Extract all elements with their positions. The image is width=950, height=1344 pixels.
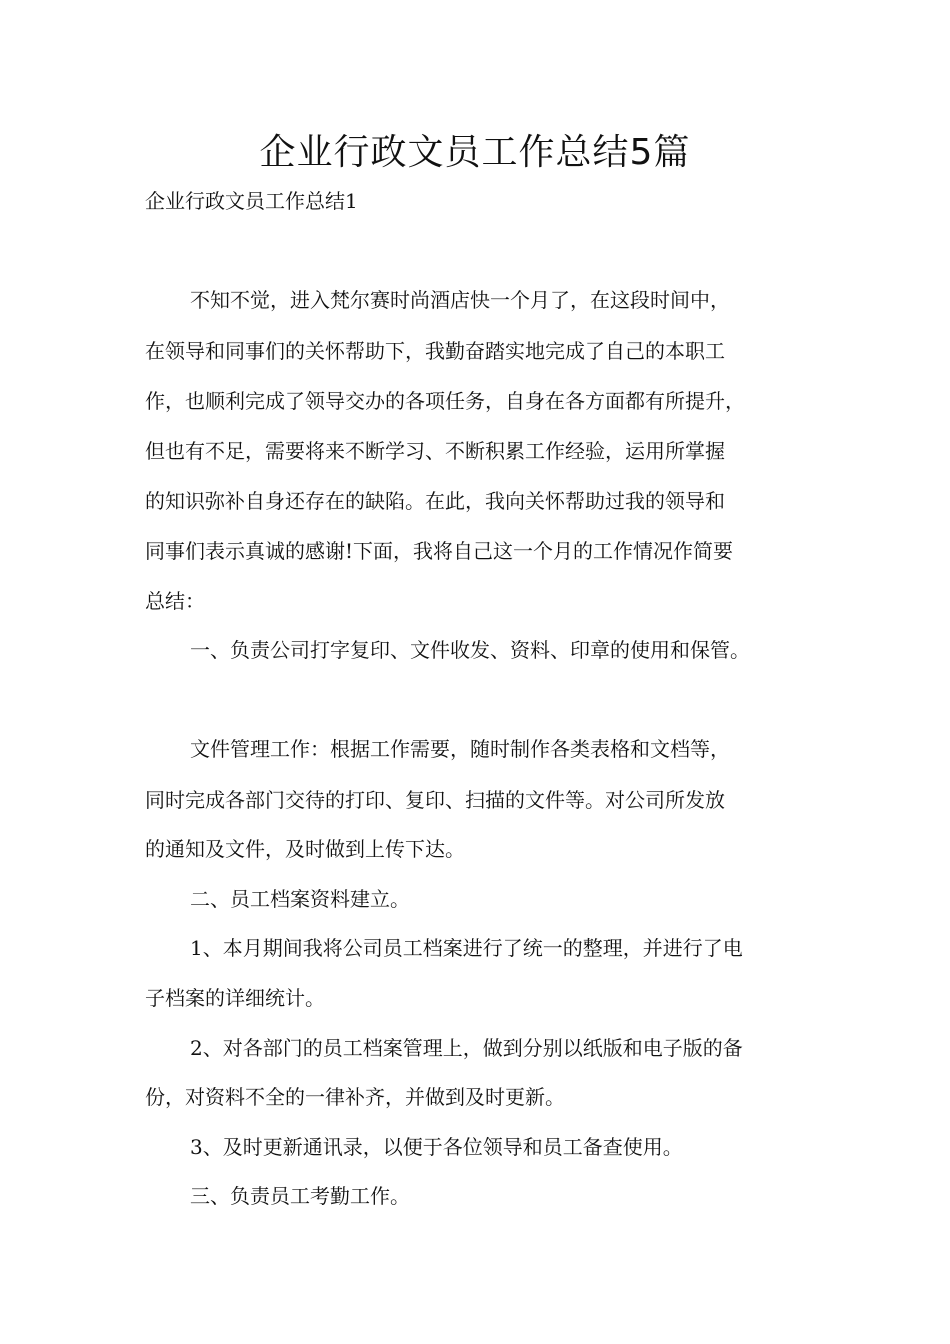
paragraph-line: 不知不觉，进入梵尔赛时尚酒店快一个月了，在这段时间中， (190, 288, 730, 312)
paragraph-line: 2、对各部门的员工档案管理上，做到分别以纸版和电子版的备 (190, 1036, 743, 1060)
paragraph-line: 三、负责员工考勤工作。 (190, 1184, 410, 1208)
paragraph-line: 但也有不足，需要将来不断学习、不断积累工作经验，运用所掌握 (145, 439, 725, 463)
paragraph-line: 作，也顺利完成了领导交办的各项任务，自身在各方面都有所提升， (145, 389, 745, 413)
paragraph-line: 二、员工档案资料建立。 (190, 887, 410, 911)
paragraph-line: 同事们表示真诚的感谢!下面，我将自己这一个月的工作情况作简要 (145, 539, 734, 563)
section-heading: 企业行政文员工作总结1 (145, 189, 358, 213)
paragraph-line: 同时完成各部门交待的打印、复印、扫描的文件等。对公司所发放 (145, 788, 725, 812)
paragraph-line: 总结： (145, 589, 205, 613)
paragraph-line: 1、本月期间我将公司员工档案进行了统一的整理，并进行了电 (190, 936, 743, 960)
paragraph-line: 3、及时更新通讯录，以便于各位领导和员工备查使用。 (190, 1135, 683, 1159)
paragraph-line: 的知识弥补自身还存在的缺陷。在此，我向关怀帮助过我的领导和 (145, 489, 725, 513)
paragraph-line: 在领导和同事们的关怀帮助下，我勤奋踏实地完成了自己的本职工 (145, 339, 725, 363)
paragraph-line: 份，对资料不全的一律补齐，并做到及时更新。 (145, 1085, 565, 1109)
paragraph-line: 文件管理工作：根据工作需要，随时制作各类表格和文档等， (190, 737, 730, 761)
paragraph-line: 的通知及文件，及时做到上传下达。 (145, 837, 465, 861)
paragraph-line: 一、负责公司打字复印、文件收发、资料、印章的使用和保管。 (190, 638, 750, 662)
paragraph-line: 子档案的详细统计。 (145, 986, 325, 1010)
document-title: 企业行政文员工作总结5篇 (259, 132, 691, 173)
